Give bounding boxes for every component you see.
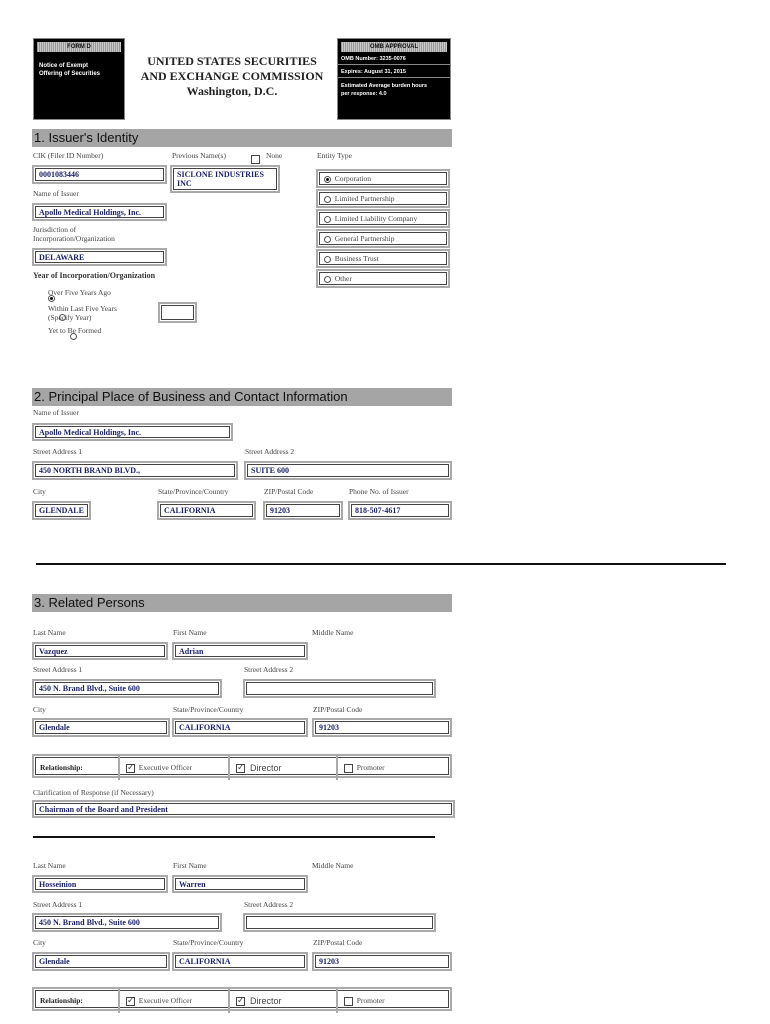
p2-middle-name-label: Middle Name — [312, 861, 354, 870]
p1-zip-label: ZIP/Postal Code — [313, 705, 363, 714]
p2-first-name-field[interactable]: Warren — [172, 875, 308, 893]
s2-street2-label: Street Address 2 — [245, 447, 295, 456]
p1-last-name-label: Last Name — [33, 628, 66, 637]
p1-street2-label: Street Address 2 — [244, 665, 294, 674]
form-d-box — [33, 38, 125, 120]
section3-title: 3. Related Persons — [32, 594, 452, 612]
p2-exec-officer-label: Executive Officer — [138, 996, 193, 1005]
entity-other-radio[interactable] — [324, 276, 331, 283]
p2-director-label: Director — [250, 996, 282, 1006]
p2-street2-field[interactable] — [243, 913, 436, 932]
entity-general-partnership-radio[interactable] — [324, 236, 331, 243]
p2-relationship-box — [32, 987, 452, 1011]
year-over-five-label: Over Five Years Ago — [48, 288, 111, 297]
entity-other[interactable] — [316, 269, 450, 288]
p2-promoter[interactable] — [338, 989, 450, 1013]
p1-promoter-checkbox[interactable] — [344, 764, 353, 773]
previous-names-label: Previous Name(s) — [172, 151, 226, 160]
omb-burden-line2: per response: 4.0 — [341, 91, 387, 97]
year-within-five-line2: (Specify Year) — [48, 313, 92, 322]
s2-city-label: City — [33, 487, 46, 496]
p2-last-name-label: Last Name — [33, 861, 66, 870]
s2-zip-field[interactable]: 91203 — [263, 501, 343, 520]
year-yet-to-be-formed-label: Yet to Be Formed — [48, 326, 102, 335]
p2-state-field[interactable]: CALIFORNIA — [172, 952, 308, 971]
s2-city-field[interactable]: GLENDALE — [32, 501, 91, 520]
p1-clarification-label: Clarification of Response (if Necessary) — [33, 788, 154, 797]
none-checkbox[interactable] — [251, 155, 260, 164]
p1-street2-field[interactable] — [243, 679, 436, 698]
entity-corporation-label: Corporation — [334, 174, 371, 183]
none-label: None — [266, 151, 283, 160]
agency-line1: UNITED STATES SECURITIES — [147, 54, 317, 68]
p1-exec-officer[interactable] — [120, 756, 230, 780]
entity-business-trust-radio[interactable] — [324, 256, 331, 263]
omb-expires: Expires: August 31, 2015 — [338, 65, 450, 78]
p2-street1-field[interactable]: 450 N. Brand Blvd., Suite 600 — [32, 913, 222, 932]
previous-name-line1: SICLONE INDUSTRIES — [177, 170, 264, 179]
section-divider — [36, 563, 726, 565]
p1-director-checkbox[interactable]: ✓ — [237, 763, 245, 774]
cik-label: CIK (Filer ID Number) — [33, 151, 104, 160]
p1-last-name-field[interactable]: Vazquez — [32, 642, 168, 660]
p1-street1-field[interactable]: 450 N. Brand Blvd., Suite 600 — [32, 679, 222, 698]
p2-street2-label: Street Address 2 — [244, 900, 294, 909]
entity-corporation-radio[interactable] — [324, 176, 331, 183]
p2-director[interactable] — [230, 989, 338, 1013]
cik-field[interactable]: 0001083446 — [32, 165, 167, 184]
form-label: FORM D — [37, 42, 121, 52]
jurisdiction-label-line2: Incorporation/Organization — [33, 234, 115, 243]
p1-first-name-label: First Name — [173, 628, 207, 637]
p1-exec-officer-label: Executive Officer — [138, 763, 193, 772]
s2-state-field[interactable]: CALIFORNIA — [157, 501, 256, 520]
s2-phone-label: Phone No. of Issuer — [349, 487, 409, 496]
omb-title: OMB APPROVAL — [341, 42, 447, 52]
p1-zip-field[interactable]: 91203 — [312, 718, 452, 737]
p1-state-label: State/Province/Country — [173, 705, 244, 714]
agency-line2: AND EXCHANGE COMMISSION — [140, 69, 324, 83]
p2-city-label: City — [33, 938, 46, 947]
p1-state-field[interactable]: CALIFORNIA — [172, 718, 308, 737]
p1-director-label: Director — [250, 763, 282, 773]
omb-burden-line1: Estimated Average burden hours — [341, 83, 428, 89]
s2-issuer-name-field[interactable]: Apollo Medical Holdings, Inc. — [32, 423, 233, 441]
p2-promoter-checkbox[interactable] — [344, 997, 353, 1006]
entity-other-label: Other — [334, 274, 352, 283]
issuer-name-label: Name of Issuer — [33, 189, 79, 198]
section1-title: 1. Issuer's Identity — [32, 129, 452, 147]
s2-street2-field[interactable]: SUITE 600 — [244, 461, 452, 480]
p1-promoter[interactable] — [338, 756, 450, 780]
s2-street1-label: Street Address 1 — [33, 447, 83, 456]
p1-city-label: City — [33, 705, 46, 714]
p2-street1-label: Street Address 1 — [33, 900, 83, 909]
entity-limited-partnership[interactable] — [316, 189, 450, 208]
specify-year-field[interactable] — [158, 302, 197, 323]
p2-zip-label: ZIP/Postal Code — [313, 938, 363, 947]
s2-phone-field[interactable]: 818-507-4617 — [348, 501, 452, 520]
p2-first-name-label: First Name — [173, 861, 207, 870]
p2-promoter-label: Promoter — [356, 996, 385, 1005]
entity-business-trust[interactable] — [316, 249, 450, 268]
form-desc-line1: Notice of Exempt — [39, 63, 89, 69]
agency-line3: Washington, D.C. — [186, 84, 278, 98]
jurisdiction-field[interactable]: DELAWARE — [32, 248, 167, 266]
p1-city-field[interactable]: Glendale — [32, 718, 170, 737]
s2-issuer-name-label: Name of Issuer — [33, 408, 79, 417]
entity-llc-label: Limited Liability Company — [334, 214, 418, 223]
p2-director-checkbox[interactable]: ✓ — [237, 996, 245, 1007]
omb-approval-box — [337, 38, 451, 120]
p1-street1-label: Street Address 1 — [33, 665, 83, 674]
jurisdiction-label — [33, 225, 115, 243]
previous-name-line2: INC — [177, 179, 192, 188]
previous-names-field[interactable] — [170, 165, 280, 193]
s2-zip-label: ZIP/Postal Code — [264, 487, 314, 496]
year-within-five-line1: Within Last Five Years — [48, 304, 117, 313]
jurisdiction-label-line1: Jurisdiction of — [33, 225, 77, 234]
p1-middle-name-label: Middle Name — [312, 628, 354, 637]
p1-director[interactable] — [230, 756, 338, 780]
entity-limited-partnership-label: Limited Partnership — [334, 194, 395, 203]
year-label: Year of Incorporation/Organization — [33, 271, 156, 280]
entity-limited-partnership-radio[interactable] — [324, 196, 331, 203]
entity-business-trust-label: Business Trust — [334, 254, 379, 263]
p2-state-label: State/Province/Country — [173, 938, 244, 947]
form-desc-line2: Offering of Securities — [39, 71, 101, 77]
s2-street1-field[interactable]: 450 NORTH BRAND BLVD., — [32, 461, 238, 480]
section2-title: 2. Principal Place of Business and Contact Information — [32, 388, 452, 406]
issuer-name-field[interactable]: Apollo Medical Holdings, Inc. — [32, 203, 167, 221]
entity-general-partnership[interactable] — [316, 229, 450, 248]
s2-state-label: State/Province/Country — [158, 487, 229, 496]
agency-title — [130, 54, 334, 99]
p2-last-name-field[interactable]: Hosseinion — [32, 875, 168, 893]
p1-promoter-label: Promoter — [356, 763, 385, 772]
entity-llc-radio[interactable] — [324, 216, 331, 223]
p1-clarification-field[interactable]: Chairman of the Board and President — [32, 800, 455, 818]
person-divider — [33, 836, 435, 838]
year-within-five-label — [48, 304, 117, 322]
entity-llc[interactable] — [316, 209, 450, 228]
p1-exec-officer-checkbox[interactable]: ✓ — [127, 762, 135, 773]
p2-relationship-label: Relationship: — [34, 989, 120, 1013]
p2-zip-field[interactable]: 91203 — [312, 952, 452, 971]
entity-corporation[interactable] — [316, 169, 450, 188]
p1-first-name-field[interactable]: Adrian — [172, 642, 308, 660]
p1-relationship-box — [32, 754, 452, 778]
p2-exec-officer-checkbox[interactable]: ✓ — [127, 995, 135, 1006]
p1-relationship-label: Relationship: — [34, 756, 120, 780]
omb-number: OMB Number: 3235-0076 — [338, 52, 450, 65]
p2-exec-officer[interactable] — [120, 989, 230, 1013]
entity-general-partnership-label: General Partnership — [334, 234, 395, 243]
entity-type-label: Entity Type — [317, 151, 352, 160]
p2-city-field[interactable]: Glendale — [32, 952, 170, 971]
